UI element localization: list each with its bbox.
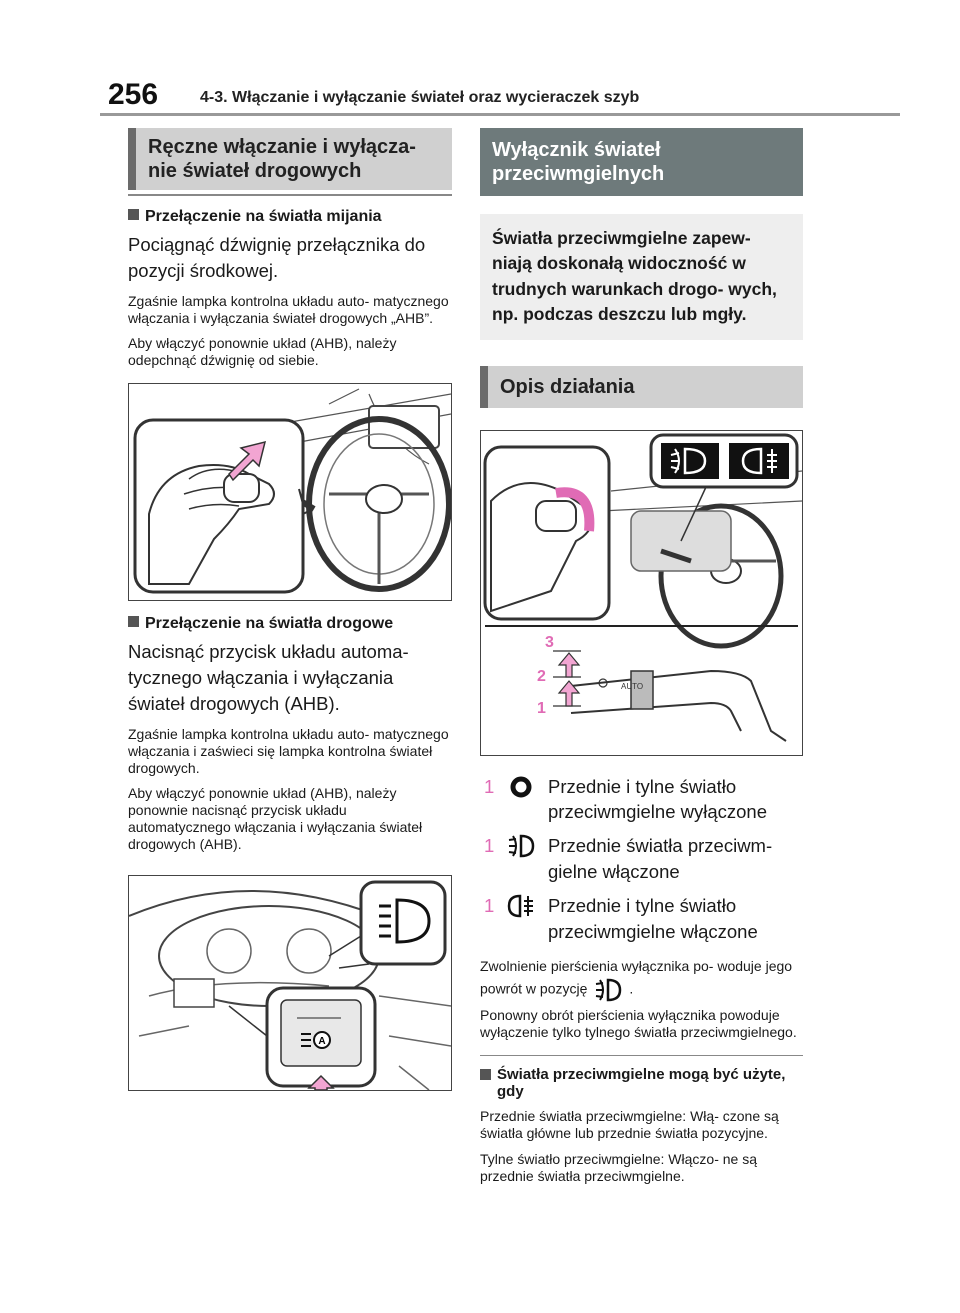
instruction-high-beam: Nacisnąć przycisk układu automa- tycznego włączania i wyłączania świateł drogowych (AHB). (128, 640, 409, 715)
lever-pull-drawing (129, 384, 451, 600)
section-title-operation: Opis działania (480, 366, 803, 408)
fog-off-icon (506, 774, 536, 800)
front-fog-icon (506, 833, 536, 859)
note-high-beam-2: Aby włączyć ponownie układ (AHB), należy ponownie nacisnąć przycisk układu automatycznego włączania i wyłączania świateł drogowych (AHB). (128, 784, 423, 853)
fog-item-off: 1 Przednie i tylne światło przeciwmgielne wyłączone (484, 775, 768, 823)
square-bullet-icon (128, 209, 139, 220)
fog-item-rear: 1 Przednie i tylne światło przeciwmgielne włączone (484, 895, 758, 942)
section-title-high-beam: Ręczne włączanie i wyłącza- nie świateł drogowych (128, 128, 452, 190)
chapter-title: 4-3. Włączanie i wyłączanie świateł oraz wycieraczek szyb (200, 89, 640, 106)
position-label-3: 3 (545, 633, 554, 651)
note-ring-rotate: Ponowny obrót pierścienia wyłącznika powoduje wyłączenie tylko tylnego światła przeciwmgielnego. (480, 1007, 797, 1041)
divider (480, 1055, 803, 1056)
front-fog-icon (593, 977, 623, 1003)
square-bullet-icon (128, 616, 139, 627)
subsection-heading-high-beam: Przełączenie na światła drogowe (128, 615, 452, 633)
section-title-fog-lights: Wyłącznik świateł przeciwmgielnych (480, 128, 803, 196)
illustration-fog-switch (480, 430, 803, 756)
illustration-ahb-button (128, 875, 452, 1091)
left-column (128, 128, 452, 1091)
fog-switch-drawing (481, 431, 802, 755)
fog-info-box: Światła przeciwmgielne zapew- niają doskonałą widoczność w trudnych warunkach drogo- wych, np. podczas deszczu lub mgły. (480, 214, 803, 340)
square-bullet-icon (480, 1069, 491, 1080)
note-front-fog-condition: Przednie światła przeciwmgielne: Włą- czone są światła główne lub przednie światła pozycyjne. (480, 1108, 779, 1142)
right-column (480, 128, 803, 1185)
subsection-heading-fog-conditions: Światła przeciwmgielne mogą być użyte, gdy (480, 1066, 803, 1100)
position-label-1: 1 (537, 699, 546, 717)
illustration-lever-pull (128, 383, 452, 601)
note-high-beam-1: Zgaśnie lampka kontrolna układu auto- matycznego włączania i zaświeci się lampka kontrolna świateł drogowych. (128, 725, 449, 776)
stalk-text: AUTO (621, 681, 644, 691)
note-rear-fog-condition: Tylne światło przeciwmgielne: Włączo- ne są przednie światła przeciwmgielne. (480, 1150, 757, 1184)
note-ring-return: Zwolnienie pierścienia wyłącznika po- woduje jego powrót w pozycję . (480, 955, 803, 1003)
arrow-up-icon (559, 653, 579, 677)
note-low-beam-1: Zgaśnie lampka kontrolna układu auto- matycznego włączania i wyłączania świateł drogowych „AHB”. (128, 292, 449, 326)
ahb-badge: A (318, 1036, 326, 1048)
page-header (100, 70, 900, 116)
rear-fog-icon (506, 893, 536, 919)
note-low-beam-2: Aby włączyć ponownie układ (AHB), należy odepchnąć dźwignię od siebie. (128, 334, 397, 368)
instruction-low-beam: Pociągnąć dźwignię przełącznika do pozycji środkowej. (128, 234, 426, 282)
subsection-heading-low-beam: Przełączenie na światła mijania (128, 208, 452, 226)
section-divider (128, 194, 452, 196)
ahb-button-drawing (129, 876, 451, 1090)
position-label-2: 2 (537, 667, 546, 685)
page-number: 256 (108, 78, 159, 111)
fog-item-front: 1 Przednie światła przeciwm- gielne włączone (484, 835, 773, 883)
